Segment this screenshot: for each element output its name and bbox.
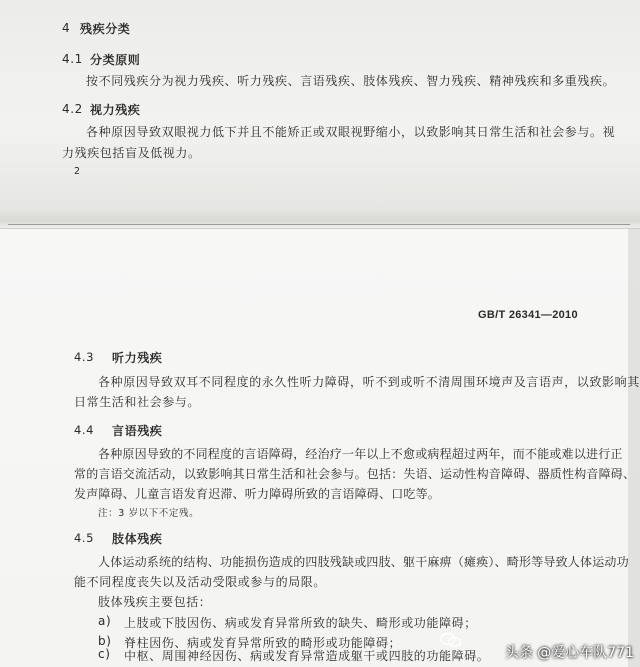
standard-id: GB/T 26341—2010 — [478, 309, 578, 321]
list-item: 脊柱因伤、病或发育异常所致的畸形或功能障碍； — [124, 636, 402, 650]
list-item: 上肢或下肢因伤、病或发育异常所致的缺失、畸形或功能障碍； — [124, 616, 477, 630]
wechat-watermark-icon — [440, 632, 462, 648]
list-item-marker: b) — [98, 634, 112, 648]
list-item-marker: c) — [98, 647, 111, 661]
section-4-5-title: 肢体残疾 — [112, 532, 163, 546]
page-edge-line — [8, 224, 630, 225]
list-item: 中枢、周围神经因伤、病或发育异常造成躯干或四肢的功能障碍。 — [124, 649, 490, 663]
list-item-marker: a) — [98, 614, 112, 628]
page-number: 2 — [74, 166, 81, 177]
section-4-2-body-line2: 力残疾包括盲及低视力。 — [62, 146, 201, 160]
section-4-4-body-line1: 各种原因导致的不同程度的言语障碍，经治疗一年以上不愈或病程超过两年，而不能或难以进行正 — [98, 447, 623, 461]
section-4-5-body-line2: 能不同程度丧失以及活动受限或参与的局限。 — [74, 575, 327, 589]
section-4-5-intro: 肢体残疾主要包括： — [98, 595, 212, 609]
section-4-4-note: 注：3 岁以下不定残。 — [98, 508, 200, 519]
section-4-3-title: 听力残疾 — [112, 351, 163, 365]
section-4-1-number: 4.1 — [62, 52, 83, 66]
section-4-1-body: 按不同残疾分为视力残疾、听力残疾、言语残疾、肢体残疾、智力残疾、精神残疾和多重残疾。 — [86, 74, 616, 88]
section-4-4-body-line3: 发声障碍、儿童言语发育迟滞、听力障碍所致的言语障碍、口吃等。 — [74, 487, 441, 501]
source-watermark: 头条 @爱心车队771 — [504, 645, 634, 661]
section-4-5-body-line1: 人体运动系统的结构、功能损伤造成的四肢残缺或四肢、躯干麻痹（瘫痪）、畸形等导致人体运动功 — [98, 555, 629, 569]
section-4-2-number: 4.2 — [62, 102, 83, 116]
top-page — [0, 0, 640, 210]
section-4-4-number: 4.4 — [74, 423, 95, 437]
scan-shadow — [628, 229, 640, 667]
section-4-title: 残疾分类 — [80, 22, 131, 36]
section-4-3-body-line1: 各种原因导致双耳不同程度的永久性听力障碍，听不到或听不清周围环境声及言语声，以致影响其 — [98, 375, 640, 389]
section-4-4-body-line2: 常的言语交流活动，以致影响其日常生活和社会参与。包括：失语、运动性构音障碍、器质性构音障碍、 — [74, 467, 636, 481]
section-4-1-title: 分类原则 — [90, 53, 141, 67]
bottom-page — [0, 228, 640, 667]
section-4-2-title: 视力残疾 — [90, 103, 141, 117]
section-4-3-number: 4.3 — [74, 350, 95, 364]
page-gap — [0, 210, 640, 228]
section-4-4-title: 言语残疾 — [112, 424, 163, 438]
section-4-5-number: 4.5 — [74, 531, 95, 545]
section-4-2-body-line1: 各种原因导致双眼视力低下并且不能矫正或双眼视野缩小，以致影响其日常生活和社会参与。视 — [86, 125, 616, 139]
section-4-3-body-line2: 日常生活和社会参与。 — [74, 395, 201, 409]
section-4-number: 4 — [62, 21, 71, 35]
